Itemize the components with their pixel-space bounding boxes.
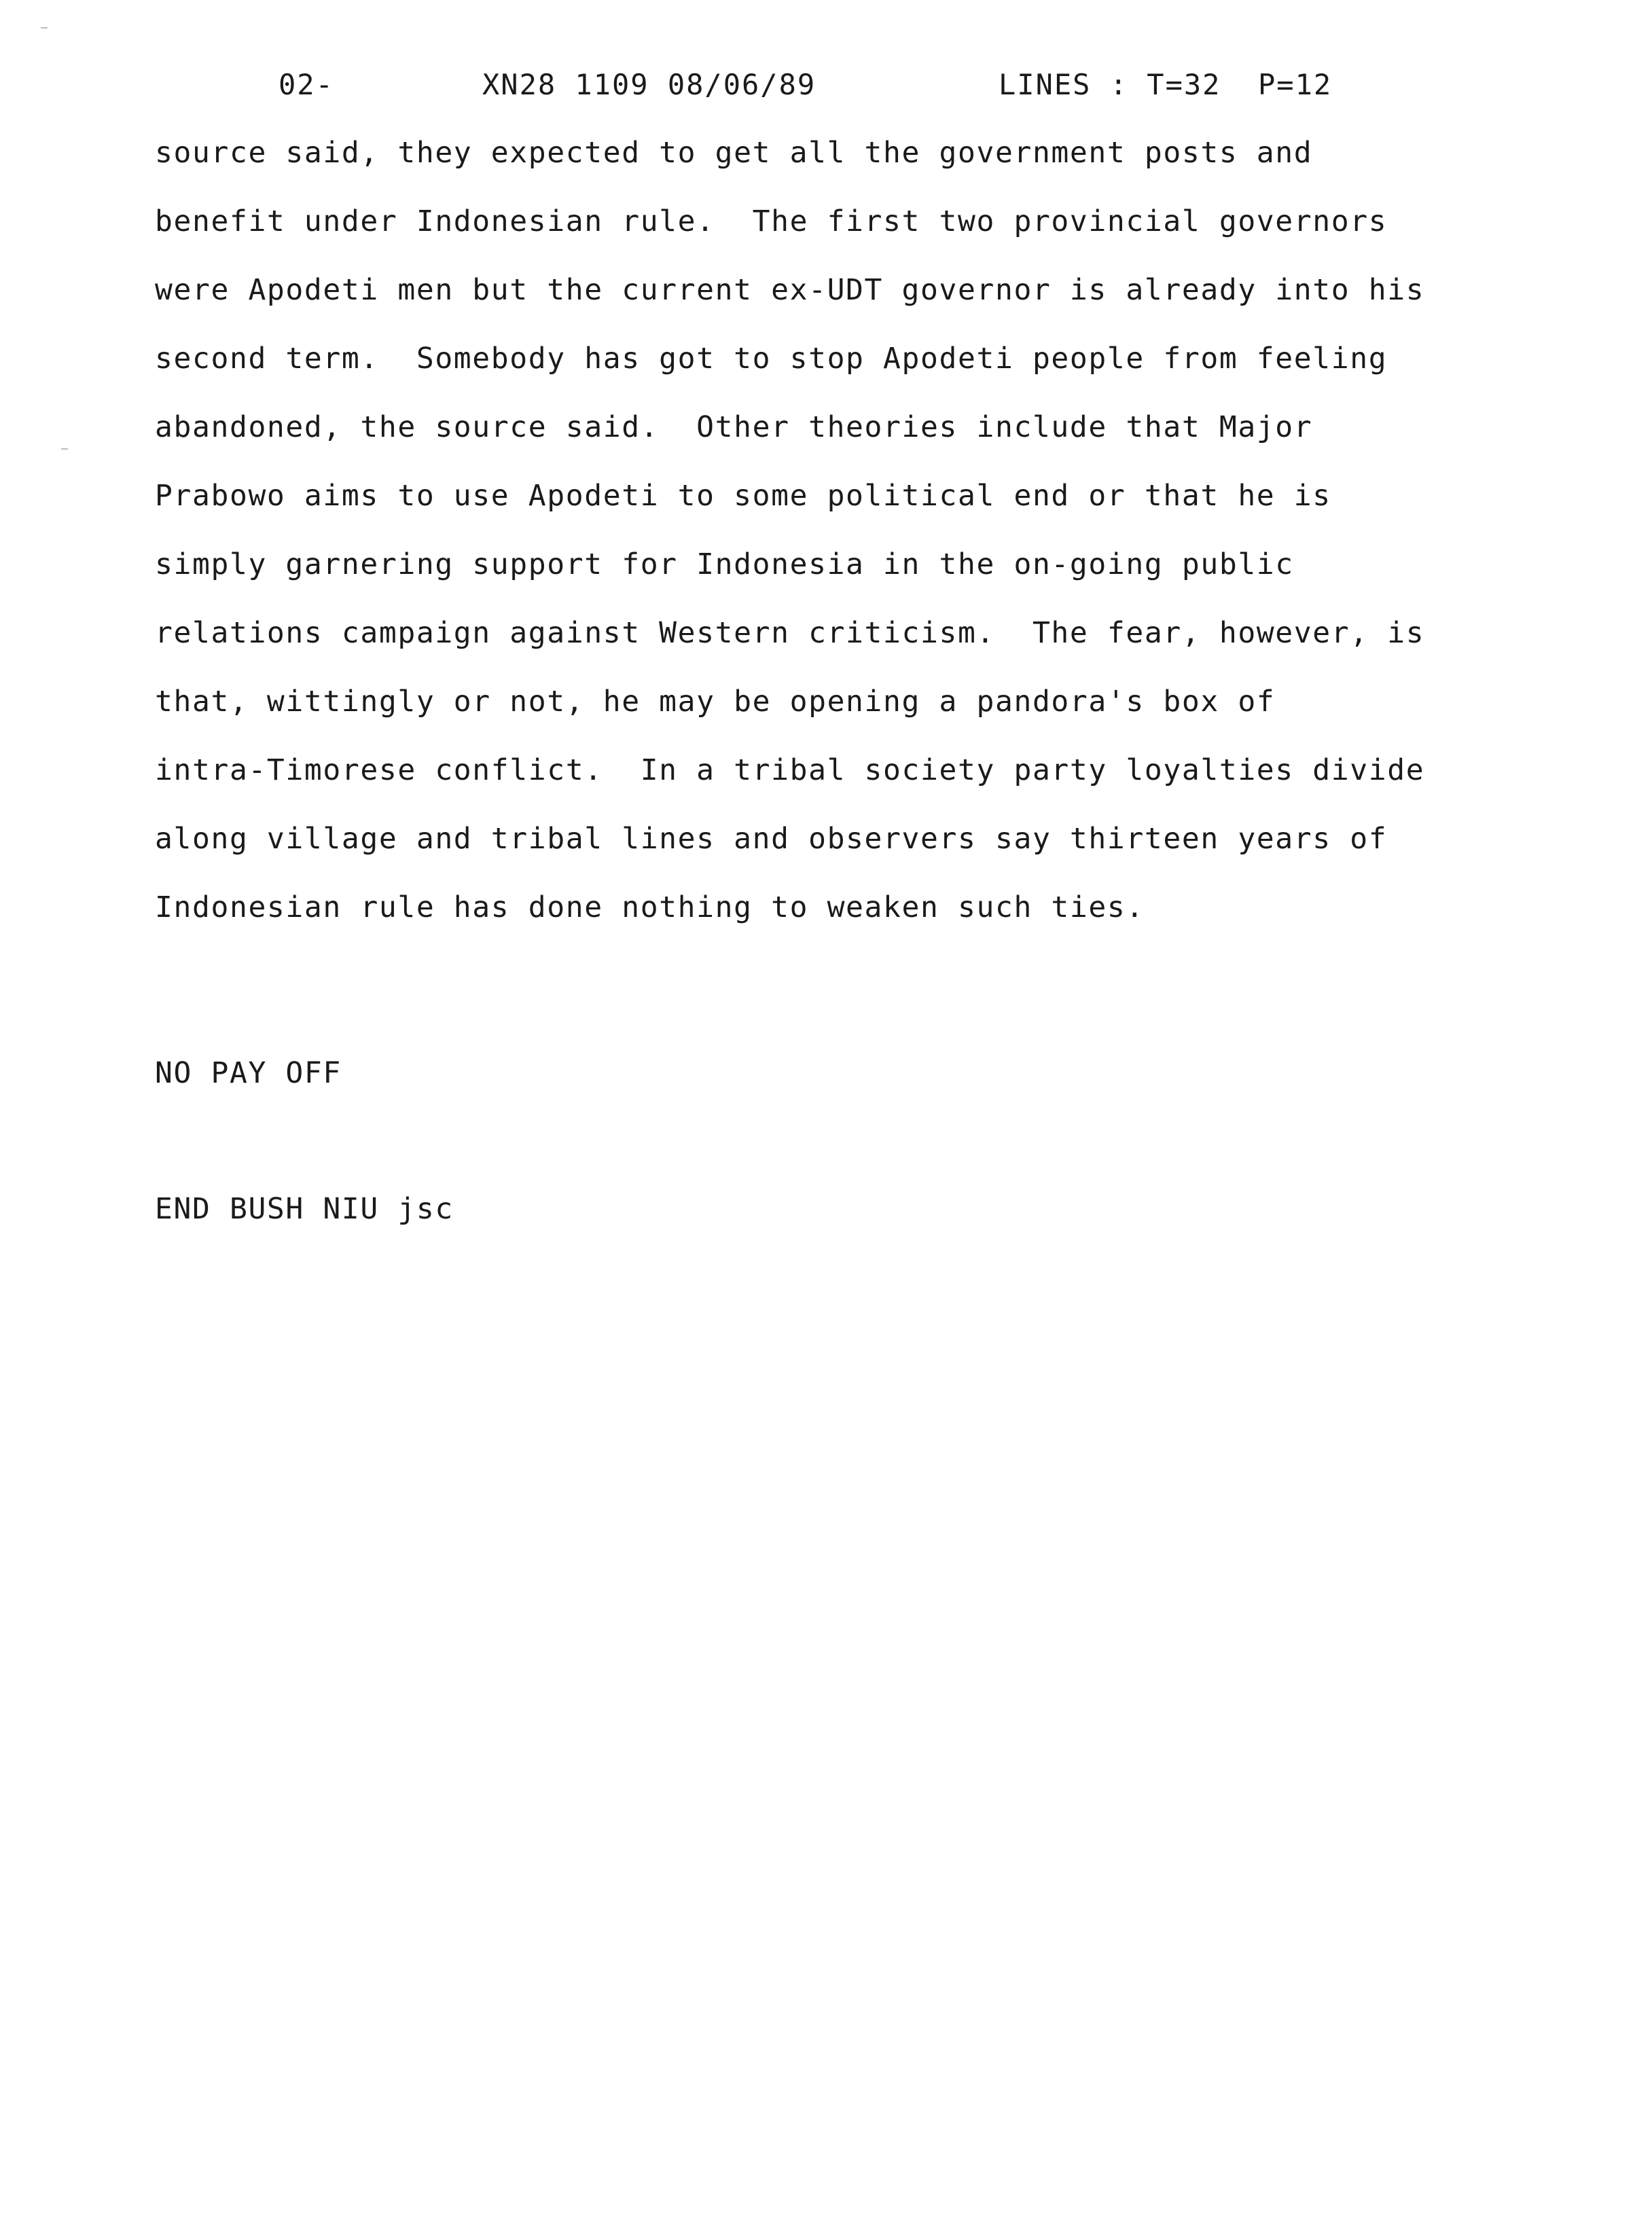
body-line: were Apodeti men but the current ex-UDT governor is already into his [155, 273, 1425, 307]
pay-off-note: NO PAY OFF [155, 1056, 342, 1090]
scan-mark [41, 27, 48, 29]
wire-header [279, 68, 1433, 115]
page-number: 02- [279, 68, 334, 101]
body-line: intra-Timorese conflict. In a tribal society party loyalties divide [155, 753, 1425, 787]
story-body [155, 129, 1581, 952]
body-line: that, wittingly or not, he may be opening a pandora's box of [155, 685, 1276, 719]
body-line: benefit under Indonesian rule. The first two provincial governors [155, 204, 1388, 238]
body-line: along village and tribal lines and observers say thirteen years of [155, 822, 1388, 856]
scan-mark [61, 448, 68, 450]
body-line: source said, they expected to get all the government posts and [155, 136, 1313, 170]
body-line: abandoned, the source said. Other theories include that Major [155, 410, 1313, 444]
body-line: simply garnering support for Indonesia in the on-going public [155, 547, 1294, 581]
line-count: LINES : T=32 P=12 [999, 68, 1333, 101]
body-line: relations campaign against Western criticism. The fear, however, is [155, 616, 1425, 650]
end-slug: END BUSH NIU jsc [155, 1192, 454, 1226]
story-trailer [155, 981, 454, 1321]
body-line: Prabowo aims to use Apodeti to some political end or that he is [155, 479, 1331, 513]
body-line: Indonesian rule has done nothing to weaken such ties. [155, 890, 1145, 924]
body-line: second term. Somebody has got to stop Apodeti people from feeling [155, 342, 1388, 376]
story-slug: XN28 1109 08/06/89 [482, 68, 816, 101]
